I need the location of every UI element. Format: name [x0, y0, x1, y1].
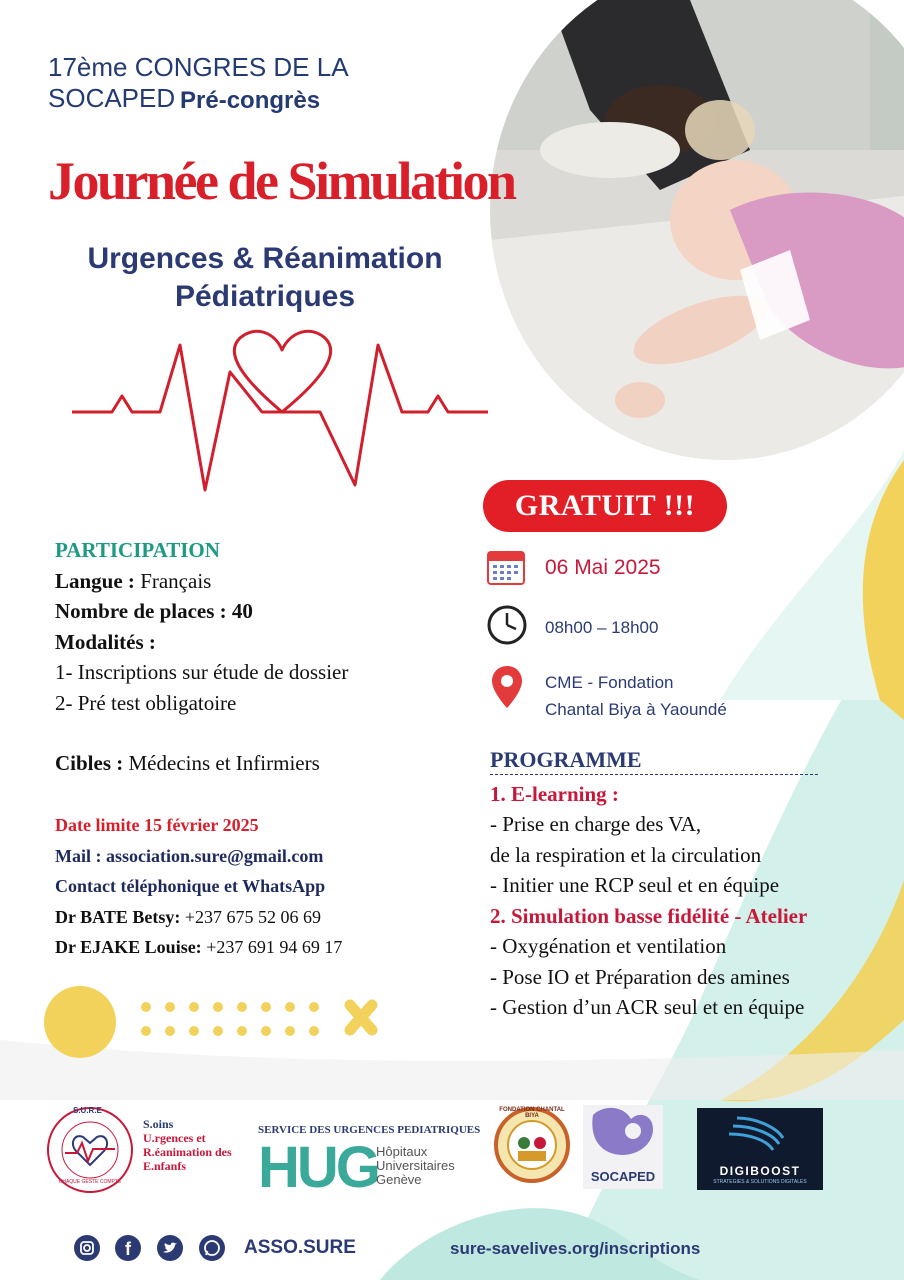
page-title: Journée de Simulation — [48, 151, 515, 211]
programme-item: - Pose IO et Préparation des amines — [490, 964, 790, 989]
programme-item: de la respiration et la circulation — [490, 842, 762, 867]
sure-logo — [45, 1105, 135, 1195]
whatsapp-icon[interactable] — [199, 1235, 225, 1261]
programme-heading: PROGRAMME — [490, 747, 642, 772]
programme-section-1: 1. E-learning : — [490, 781, 619, 806]
contact-bate: Dr BATE Betsy: +237 675 52 06 69 — [55, 906, 321, 927]
socaped-label: SOCAPED — [590, 1169, 656, 1184]
subtitle-line-1: Urgences & Réanimation — [87, 242, 443, 275]
modalite-item-1: 1- Inscriptions sur étude de dossier — [55, 660, 349, 684]
fondation-chantal-biya-logo — [494, 1107, 570, 1183]
instagram-icon[interactable] — [74, 1235, 100, 1261]
email-line[interactable]: Mail : association.sure@gmail.com — [55, 845, 324, 866]
contact-heading: Contact téléphonique et WhatsApp — [55, 876, 326, 896]
programme-section — [490, 745, 890, 1023]
places-line: Nombre de places : 40 — [55, 599, 253, 623]
programme-item: - Oxygénation et ventilation — [490, 934, 727, 958]
cibles-line: Cibles : Médecins et Infirmiers — [55, 751, 320, 775]
location-line-1: CME - Fondation — [545, 673, 674, 692]
facebook-icon[interactable]: f — [115, 1235, 141, 1261]
modalites-heading: Modalités : — [55, 629, 156, 654]
participation-section — [55, 535, 475, 779]
digiboost-label: DIGIBOOST — [719, 1164, 801, 1178]
modalite-item-2: 2- Pré test obligatoire — [55, 690, 237, 715]
subtitle — [60, 240, 470, 316]
contact-ejake: Dr EJAKE Louise: +237 691 94 69 17 — [55, 937, 343, 957]
subtitle-line-2: Pédiatriques — [174, 280, 356, 313]
calendar-icon — [487, 548, 525, 586]
programme-section-2: 2. Simulation basse fidélité - Atelier — [490, 903, 808, 928]
event-time: 08h00 – 18h00 — [545, 618, 659, 637]
clock-icon — [487, 605, 527, 645]
participation-heading: PARTICIPATION — [55, 538, 220, 562]
socaped-logo — [583, 1105, 663, 1189]
pre-congress-label: Pré-congrès — [180, 87, 321, 114]
sure-logo-top: S.U.R.E — [73, 1106, 102, 1115]
hug-service-label: SERVICE DES URGENCES PEDIATRIQUES — [258, 1124, 481, 1136]
twitter-icon[interactable] — [157, 1235, 183, 1261]
hug-name: Hôpitaux Universitaires Genève — [376, 1144, 455, 1187]
sure-logo-ring: CHAQUE GESTE COMPTE — [58, 1179, 122, 1185]
digiboost-sub: STRATEGIES & SOLUTIONS DIGITALES — [713, 1179, 807, 1185]
contacts-section — [55, 810, 485, 963]
yellow-circle — [44, 986, 116, 1058]
sure-acronym: S.oins U.rgences et R.éanimation des E.nfanfs — [143, 1117, 232, 1173]
free-badge: GRATUIT !!! — [483, 480, 727, 532]
fondation-label: FONDATION CHANTAL BIYA — [499, 1107, 565, 1119]
event-location — [545, 669, 727, 723]
yellow-dots — [141, 1002, 319, 1036]
deadline: Date limite 15 février 2025 — [55, 815, 259, 835]
location-line-2: Chantal Biya à Yaoundé — [545, 700, 727, 719]
registration-url[interactable]: sure-savelives.org/inscriptions — [450, 1239, 701, 1258]
langue-line: Langue : Français — [55, 568, 212, 593]
hug-logo: HUG — [258, 1135, 378, 1200]
location-pin-icon — [490, 664, 524, 710]
social-handle[interactable]: ASSO.SURE — [244, 1237, 356, 1258]
heartbeat-heart-line — [72, 331, 488, 490]
event-date: 06 Mai 2025 — [545, 556, 661, 579]
programme-item: - Prise en charge des VA, — [490, 812, 702, 836]
yellow-x — [350, 1005, 372, 1030]
programme-item: - Initier une RCP seul et en équipe — [490, 873, 780, 897]
programme-item: - Gestion d’un ACR seul et en équipe — [490, 995, 805, 1019]
congress-title: 17ème CONGRES DE LA SOCAPED — [48, 52, 348, 113]
digiboost-logo — [697, 1108, 823, 1190]
